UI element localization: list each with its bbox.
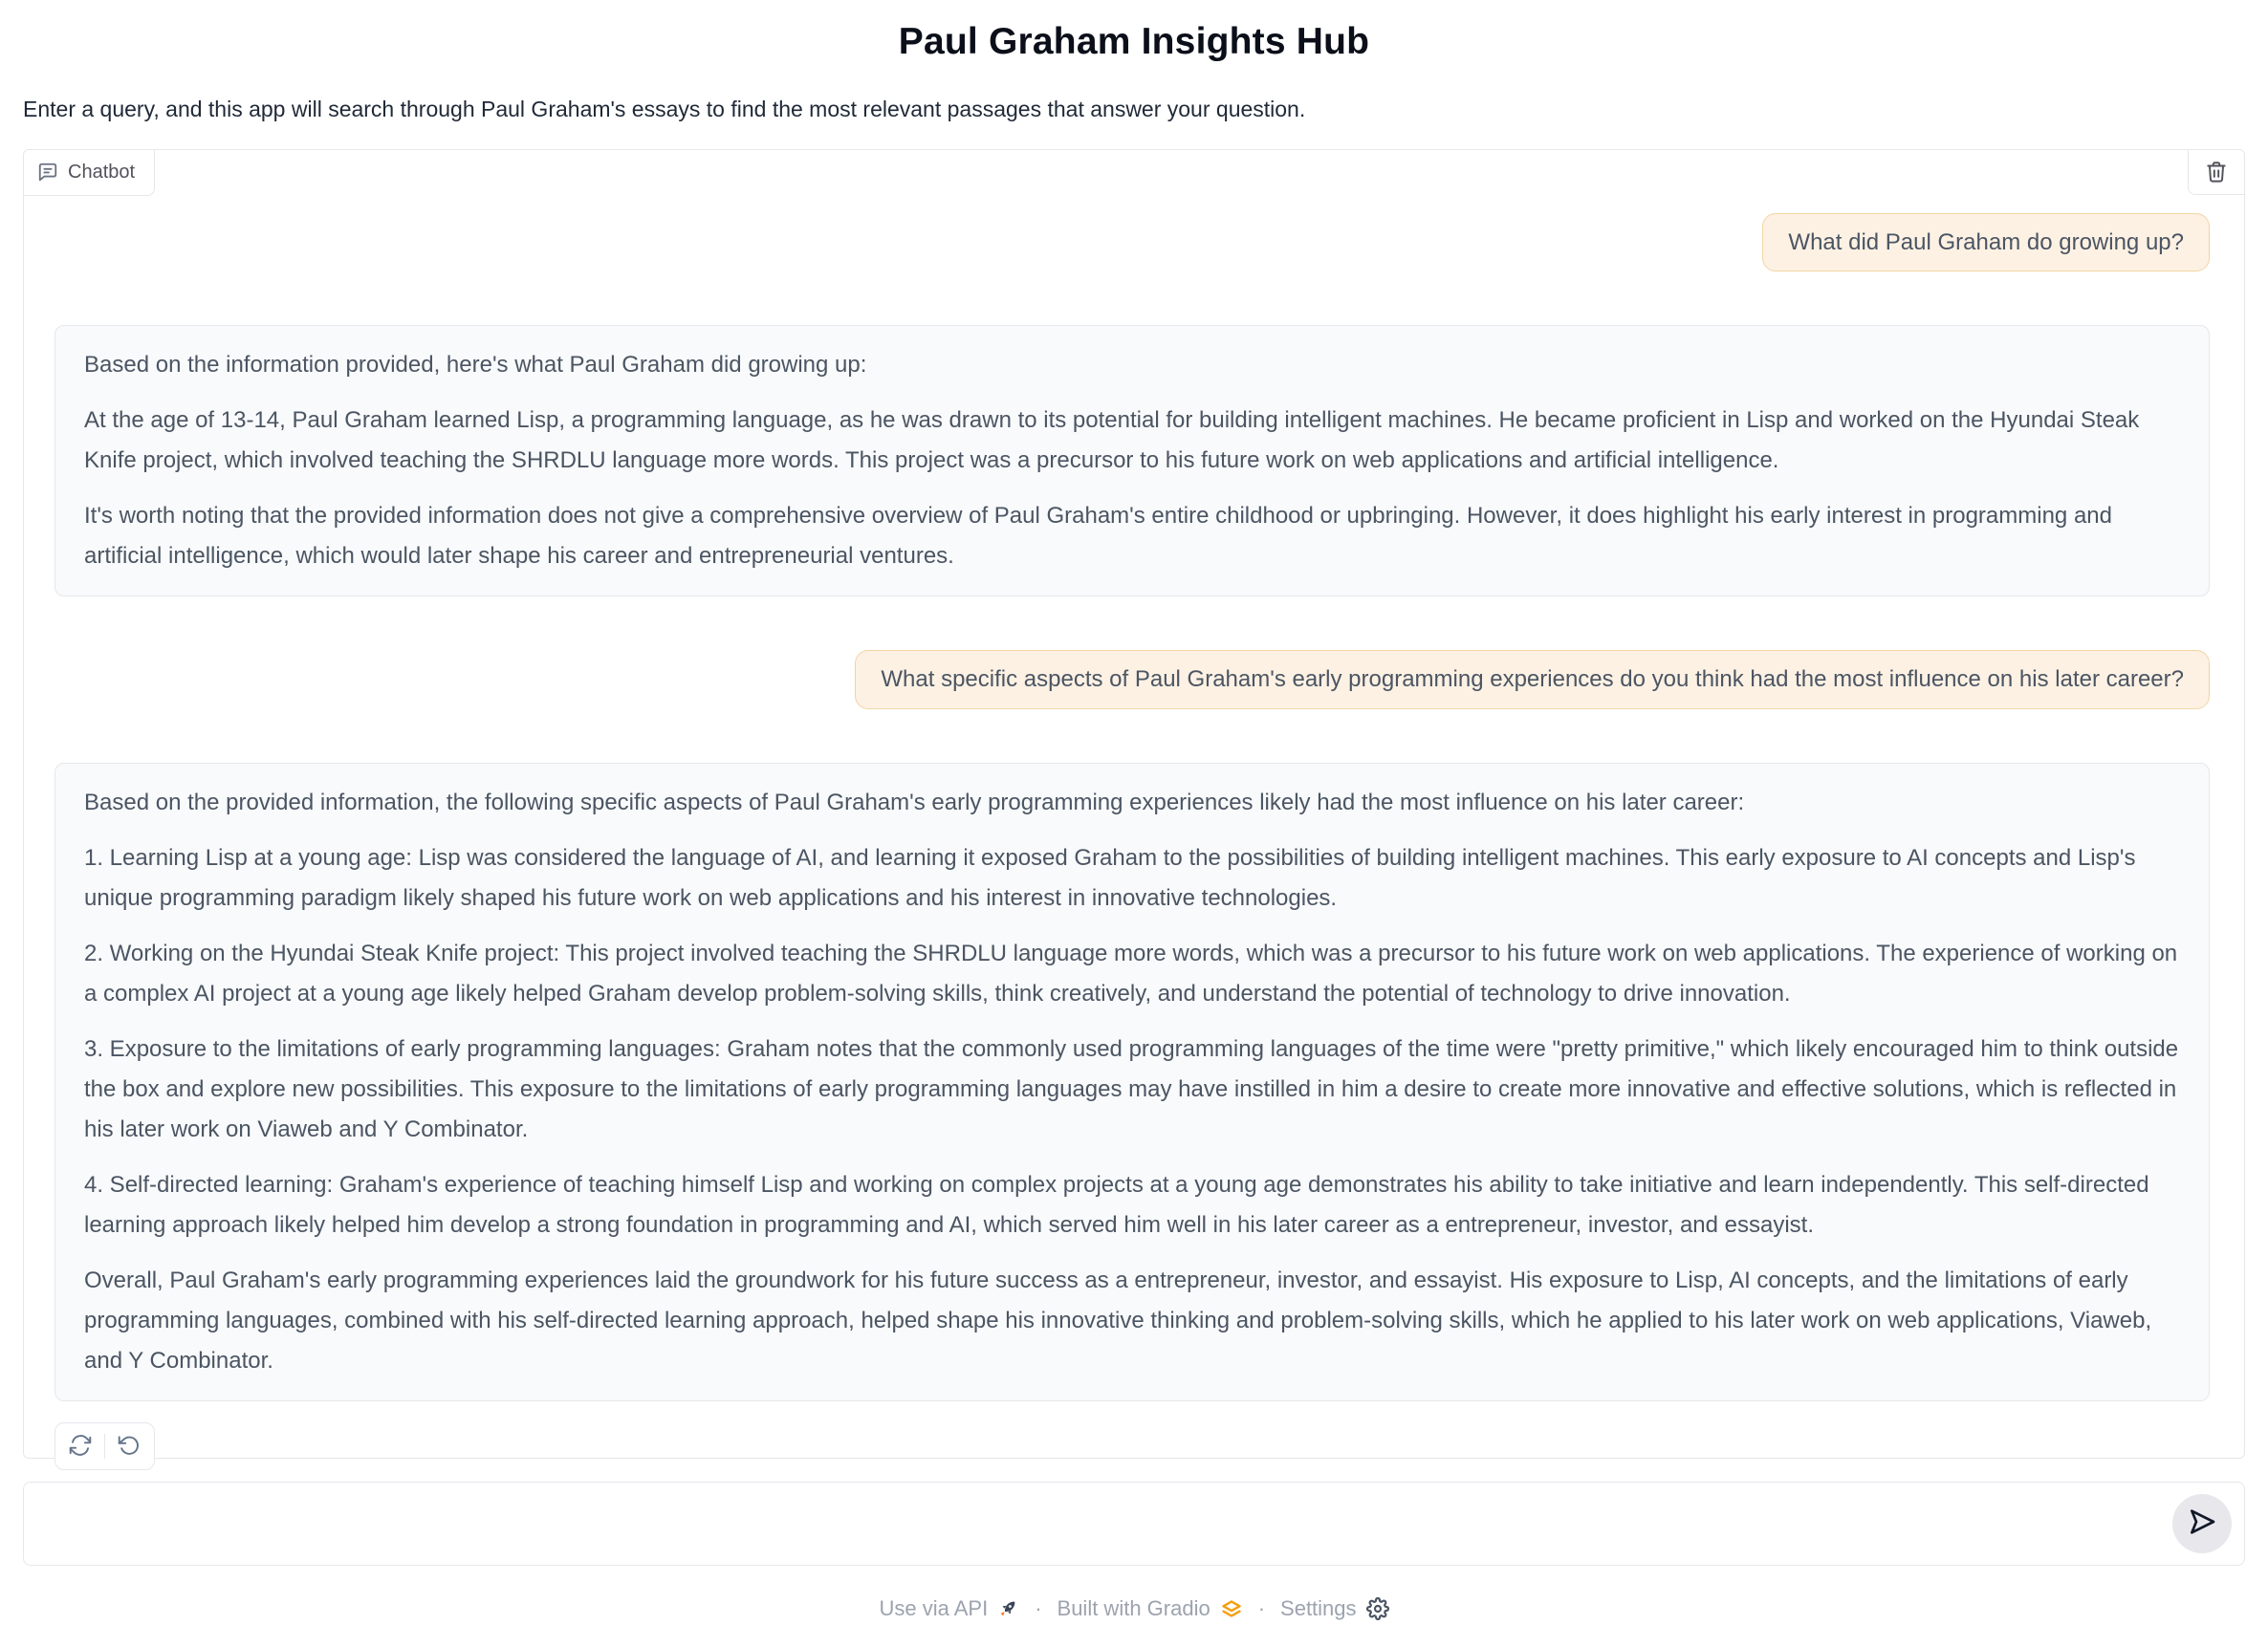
message-paragraph: It's worth noting that the provided information does not give a comprehensive overview of Paul Graham's entire childhood or upbringing. However, it does highlight his early interest in programming and artificial intelligence, which would later shape his career and entrepreneurial ventures. [84, 503, 2112, 570]
bot-message-row [55, 325, 2210, 596]
built-with-gradio-link[interactable] [1058, 1596, 1243, 1621]
bot-message-row [55, 763, 2210, 1401]
use-via-api-label: Use via API [879, 1595, 989, 1620]
settings-link[interactable] [1280, 1596, 1389, 1621]
footer-separator: · [1257, 1595, 1266, 1620]
gear-icon [1366, 1597, 1389, 1620]
message-paragraph: Based on the information provided, here's what Paul Graham did growing up: [84, 352, 867, 379]
page-subtitle: Enter a query, and this app will search through Paul Graham's essays to find the most relevant passages that answer your question. [23, 97, 1306, 121]
paper-plane-icon [2187, 1506, 2217, 1540]
user-message [1762, 213, 2210, 272]
settings-label: Settings [1280, 1595, 1357, 1620]
message-paragraph: 3. Exposure to the limitations of early programming languages: Graham notes that the commonly used programming languages of the time were "pretty primitive," which likely encouraged him to think outside the box and explore new possibilities. This exposure to the limitations of early programming languages may have instilled in him a desire to create more innovative and effective solutions, which is reflected in his later work on Viaweb and Y Combinator. [84, 1036, 2179, 1143]
clear-chat-button[interactable] [2188, 150, 2244, 195]
retry-icon [68, 1433, 93, 1461]
undo-icon [117, 1433, 142, 1461]
actions-divider [104, 1434, 105, 1459]
chat-input[interactable] [47, 1495, 2148, 1552]
message-paragraph: What specific aspects of Paul Graham's early programming experiences do you think had the most influence on his later career? [881, 666, 2184, 693]
footer [23, 1596, 2245, 1621]
use-via-api-link[interactable] [879, 1596, 1019, 1621]
chat-messages [24, 150, 2244, 1401]
gradio-logo-icon [1220, 1597, 1243, 1620]
trash-icon [2204, 160, 2229, 184]
message-actions [55, 1422, 155, 1470]
chatbot-label-text: Chatbot [68, 161, 136, 183]
message-paragraph: 2. Working on the Hyundai Steak Knife project: This project involved teaching the SHRDLU language more words, which was a precursor to his future work on web applications. The experience of working on a complex AI project at a young age likely helped Graham develop problem-solving skills, think creatively, and understand the potential of technology to drive innovation. [84, 941, 2178, 1008]
retry-button[interactable] [62, 1428, 98, 1464]
bot-message [55, 763, 2210, 1401]
chat-bubble-icon [37, 162, 58, 183]
user-message-row [55, 650, 2210, 709]
user-message [855, 650, 2210, 709]
bot-message [55, 325, 2210, 596]
chatbot-panel [23, 149, 2245, 1459]
message-paragraph: 1. Learning Lisp at a young age: Lisp was considered the language of AI, and learning it exposed Graham to the possibilities of building intelligent machines. This early exposure to AI concepts and Lisp's unique programming paradigm likely shaped his future work on web applications and his interest in innovative technologies. [84, 845, 2136, 912]
message-paragraph: Overall, Paul Graham's early programming experiences laid the groundwork for his future success as a entrepreneur, investor, and essayist. His exposure to Lisp, AI concepts, and the limitations of early programming languages, combined with his self-directed learning approach, helped shape his innovative thinking and problem-solving skills, which he applied to his later work on web applications, Viaweb, and Y Combinator. [84, 1268, 2152, 1375]
rocket-icon [997, 1597, 1019, 1619]
page-title: Paul Graham Insights Hub [898, 21, 1370, 62]
user-message-row [55, 213, 2210, 272]
message-paragraph: Based on the provided information, the following specific aspects of Paul Graham's early programming experiences likely had the most influence on his later career: [84, 790, 1745, 816]
chatbot-label [24, 150, 155, 196]
message-paragraph: 4. Self-directed learning: Graham's experience of teaching himself Lisp and working on complex projects at a young age demonstrates his ability to take initiative and learn independently. This self-directed learning approach likely helped him develop a strong foundation in programming and AI, which served him well in his later career as a entrepreneur, investor, and essayist. [84, 1172, 2149, 1239]
built-with-gradio-label: Built with Gradio [1057, 1595, 1210, 1620]
message-paragraph: What did Paul Graham do growing up? [1788, 228, 2184, 255]
message-paragraph: At the age of 13-14, Paul Graham learned Lisp, a programming language, as he was drawn to its potential for building intelligent machines. He became proficient in Lisp and worked on the Hyundai Steak Knife project, which involved teaching the SHRDLU language more words. This project was a precursor to his future work on web applications and artificial intelligence. [84, 407, 2140, 474]
send-button[interactable] [2172, 1494, 2232, 1553]
footer-separator: · [1035, 1595, 1042, 1620]
undo-button[interactable] [111, 1428, 147, 1464]
chat-input-row [23, 1482, 2245, 1566]
